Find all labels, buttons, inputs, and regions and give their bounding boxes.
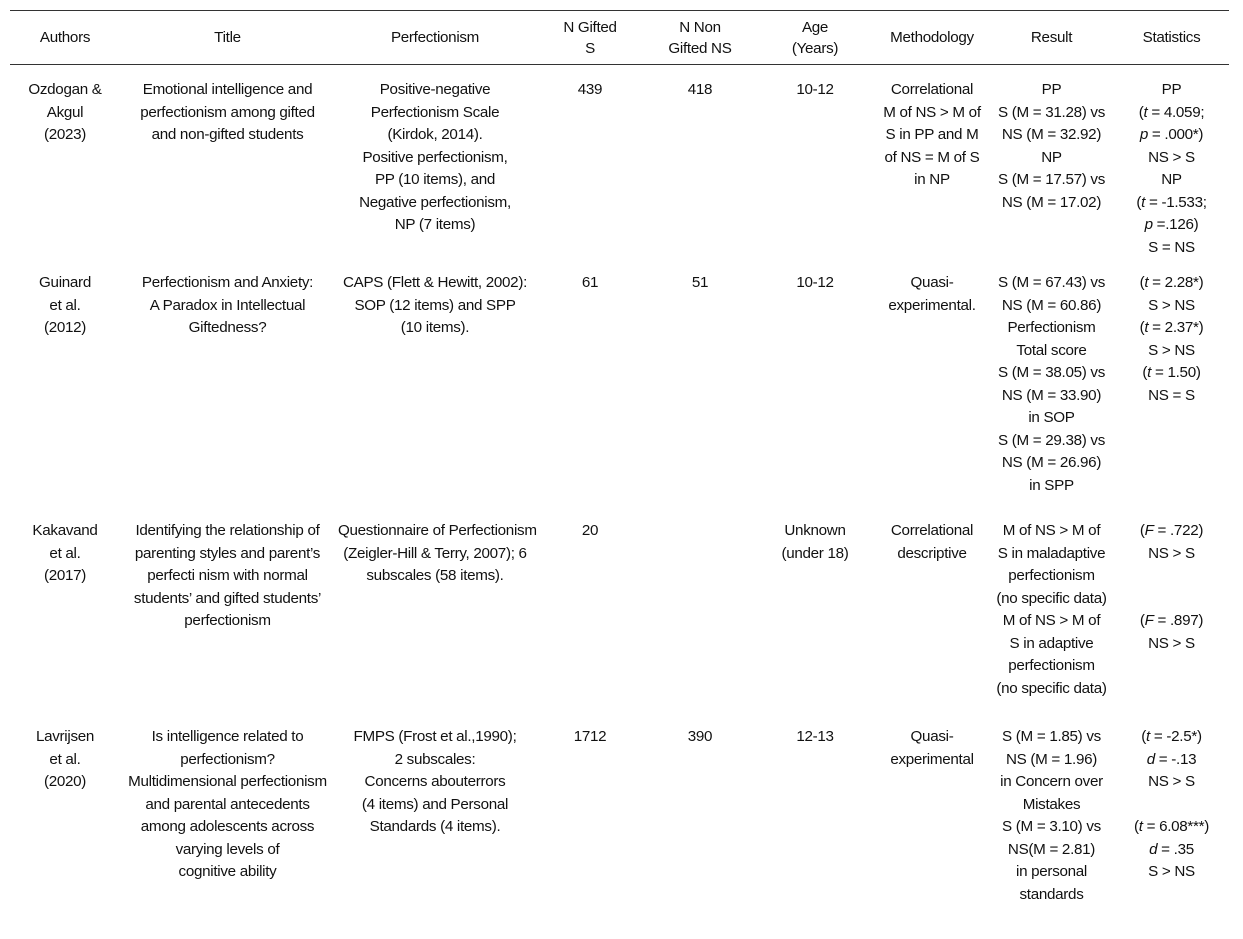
result-line: S (M = 31.28) vs <box>997 103 1106 121</box>
header-n-gifted-line: S <box>585 39 595 57</box>
result-line: NS (M = 1.96) <box>1005 750 1098 768</box>
header-n-non-gifted <box>645 11 755 65</box>
authors-line: Kakavand <box>32 522 98 539</box>
stat-line: (t = 2.37*) <box>1139 319 1204 336</box>
stat-symbol: t <box>1138 818 1143 835</box>
result-line: S (M = 29.38) vs <box>997 431 1106 449</box>
title-line: A Paradox in Intellectual <box>149 296 306 314</box>
stat-value: = .897) <box>1153 612 1204 629</box>
authors-line: (2023) <box>43 126 87 143</box>
stat-line: (F = .722) <box>1139 522 1204 539</box>
age-line: Unknown <box>784 522 846 539</box>
result-line: perfectionism <box>1008 657 1095 674</box>
result-line: S (M = 38.05) vs <box>997 364 1106 381</box>
title-line: and non-gifted students <box>151 126 304 143</box>
stat-line: (t = 1.50) <box>1142 364 1201 381</box>
stat-comparison: S > NS <box>1148 296 1195 314</box>
title-line: parenting styles and parent’s <box>134 544 321 562</box>
perfectionism-line: PP (10 items), and <box>374 171 496 188</box>
cell-result <box>989 272 1114 520</box>
authors-line: Guinard <box>39 274 91 291</box>
age-line: 12-13 <box>796 728 834 745</box>
methodology-line: S in PP and M <box>885 126 979 143</box>
stat-symbol: d <box>1146 750 1155 768</box>
methodology-line: of NS = M of S <box>884 148 980 166</box>
authors-line: (2017) <box>43 567 87 584</box>
result-line: Perfectionism <box>1007 319 1096 336</box>
perfectionism-line: subscales (58 items). <box>366 567 504 584</box>
header-n-non-gifted-line: Gifted NS <box>668 39 732 57</box>
result-line: (no specific data) <box>996 679 1107 697</box>
header-methodology: Methodology <box>890 29 974 46</box>
stat-value: = -2.5*) <box>1149 728 1202 745</box>
result-line: NS (M = 32.92) <box>1001 126 1102 143</box>
stat-line: (t = 2.28*) <box>1139 274 1204 291</box>
header-n-gifted <box>535 11 645 65</box>
header-perfectionism: Perfectionism <box>390 29 480 46</box>
methodology-line: Correlational <box>890 522 974 539</box>
stat-value: = 2.37*) <box>1148 319 1204 336</box>
result-line: NS (M = 26.96) <box>1001 454 1102 471</box>
cell-n-non-gifted: 418 <box>687 81 713 98</box>
perfectionism-line: SOP (12 items) and SPP <box>354 296 516 314</box>
authors-line: et al. <box>49 296 81 314</box>
cell-age <box>755 726 875 932</box>
title-line: Identifying the relationship of <box>135 522 320 539</box>
cell-result <box>989 65 1114 273</box>
header-age <box>755 11 875 65</box>
methodology-line: Quasi- <box>910 274 954 291</box>
spacer <box>1117 794 1226 817</box>
stat-line <box>1117 214 1226 237</box>
perfectionism-line: FMPS (Frost et al.,1990); <box>353 728 517 745</box>
perfectionism-line: Standards (4 items). <box>369 818 501 835</box>
stat-symbol: F <box>1144 522 1154 539</box>
cell-n-gifted: 61 <box>581 274 599 291</box>
result-line: S (M = 17.57) vs <box>997 171 1106 188</box>
cell-perfectionism <box>335 520 535 726</box>
stat-value: = 1.50) <box>1151 364 1201 381</box>
cell-methodology <box>875 520 989 726</box>
methodology-line: in NP <box>914 171 950 188</box>
cell-statistics <box>1114 726 1229 932</box>
result-line: NS (M = 17.02) <box>1001 193 1102 211</box>
stat-line: (t = 6.08***) <box>1133 818 1210 835</box>
title-line: Is intelligence related to <box>151 728 304 745</box>
header-n-gifted-line: N Gifted <box>563 18 617 36</box>
perfectionism-line: Questionnaire of Perfectionism <box>338 522 537 539</box>
stat-line <box>1117 102 1226 125</box>
result-line: in SPP <box>1029 476 1074 494</box>
result-line: Total score <box>1016 341 1087 359</box>
cell-authors <box>10 726 120 932</box>
stat-line: (t = -2.5*) <box>1141 728 1202 745</box>
stat-line: PP <box>1161 81 1182 98</box>
result-line: S (M = 1.85) vs <box>1002 728 1101 745</box>
age-line: (under 18) <box>781 544 849 562</box>
perfectionism-line: (Zeigler-Hill & Terry, 2007); 6 <box>343 544 527 562</box>
cell-methodology <box>875 272 989 520</box>
header-statistics: Statistics <box>1142 29 1201 46</box>
cell-authors <box>10 272 120 520</box>
header-age-line: (Years) <box>791 39 839 57</box>
title-line: Multidimensional perfectionism <box>128 773 327 790</box>
result-line: S (M = 3.10) vs <box>1002 818 1101 835</box>
header-row <box>10 11 1229 65</box>
cell-age <box>755 520 875 726</box>
result-line: perfectionism <box>1008 567 1095 584</box>
title-line: perfecti nism with normal <box>147 567 308 584</box>
authors-line: Lavrijsen <box>35 728 95 745</box>
age-line: 10-12 <box>796 274 834 291</box>
cell-result <box>989 726 1114 932</box>
title-line: students’ and gifted students’ <box>133 589 322 607</box>
authors-line: Ozdogan & <box>28 81 102 98</box>
stat-value: = -1.533; <box>1145 193 1207 211</box>
stat-comparison: S = NS <box>1148 238 1195 256</box>
table-row <box>10 520 1229 726</box>
perfectionism-line: Positive-negative <box>379 81 491 98</box>
authors-line: (2012) <box>43 319 87 336</box>
title-line: Giftedness? <box>188 319 267 336</box>
stat-comparison: S > NS <box>1148 341 1195 359</box>
title-line: among adolescents across <box>140 818 315 835</box>
stat-value: = .35 <box>1157 840 1194 858</box>
age-line: 10-12 <box>796 81 834 98</box>
result-line: S in maladaptive <box>997 544 1106 562</box>
cell-n-gifted: 439 <box>577 81 603 98</box>
result-line: in Concern over <box>1000 773 1103 790</box>
perfectionism-line: Negative perfectionism, <box>359 193 511 211</box>
cell-title <box>120 726 335 932</box>
title-line: perfectionism <box>184 612 271 629</box>
title-line: Emotional intelligence and <box>142 81 313 98</box>
table-row <box>10 65 1229 273</box>
stat-paren: ( <box>1138 103 1144 121</box>
cell-title <box>120 520 335 726</box>
perfectionism-line: NP (7 items) <box>394 216 476 233</box>
result-line: (no specific data) <box>996 589 1107 607</box>
perfectionism-line: Concerns abouterrors <box>364 773 506 790</box>
perfectionism-line: CAPS (Flett & Hewitt, 2002): <box>342 274 528 291</box>
cell-perfectionism <box>335 272 535 520</box>
perfectionism-line: Positive perfectionism, <box>362 148 508 166</box>
stat-symbol: t <box>1143 103 1148 121</box>
cell-n-gifted: 1712 <box>573 728 607 745</box>
stat-line: NP <box>1161 171 1182 188</box>
cell-perfectionism <box>335 726 535 932</box>
cell-age <box>755 272 875 520</box>
stat-paren: ( <box>1136 193 1142 211</box>
methodology-line: M of NS > M of <box>883 103 981 121</box>
cell-perfectionism <box>335 65 535 273</box>
title-line: and parental antecedents <box>145 795 310 813</box>
result-line: S in adaptive <box>1009 634 1094 652</box>
spacer <box>1117 588 1226 611</box>
stat-line: (F = .897) <box>1139 612 1204 629</box>
stat-symbol: t <box>1141 193 1146 211</box>
header-authors: Authors <box>39 29 91 46</box>
stat-value: = -.13 <box>1154 750 1197 768</box>
stat-symbol: t <box>1146 728 1150 745</box>
stat-comparison: NS > S <box>1148 634 1195 652</box>
stat-symbol: F <box>1144 612 1154 629</box>
stat-line <box>1117 124 1226 147</box>
cell-age <box>755 65 875 273</box>
cell-statistics <box>1114 520 1229 726</box>
title-line: varying levels of <box>175 840 280 858</box>
authors-line: (2020) <box>43 773 87 790</box>
cell-title <box>120 272 335 520</box>
cell-statistics <box>1114 272 1229 520</box>
cell-statistics <box>1114 65 1229 273</box>
perfectionism-line: (10 items). <box>400 319 470 336</box>
title-line: Perfectionism and Anxiety: <box>141 274 314 291</box>
cell-authors <box>10 520 120 726</box>
perfectionism-line: (4 items) and Personal <box>361 795 509 813</box>
cell-methodology <box>875 65 989 273</box>
stat-value: = .722) <box>1153 522 1204 539</box>
header-n-non-gifted-line: N Non <box>679 18 721 36</box>
stat-comparison: NS > S <box>1148 148 1195 166</box>
stat-comparison: S > NS <box>1148 863 1195 880</box>
perfectionism-line: Perfectionism Scale <box>370 103 500 121</box>
stat-line <box>1117 192 1226 215</box>
result-line: NS (M = 33.90) <box>1001 386 1102 404</box>
result-line: M of NS > M of <box>1002 612 1101 629</box>
cell-title <box>120 65 335 273</box>
stat-comparison: NS = S <box>1148 386 1195 404</box>
stat-comparison: NS > S <box>1148 773 1195 790</box>
result-line: Mistakes <box>1022 795 1081 813</box>
stat-comparison: NS > S <box>1148 544 1195 562</box>
table-row <box>10 726 1229 932</box>
stat-line <box>1117 749 1226 772</box>
title-line: perfectionism? <box>180 750 275 768</box>
cell-authors <box>10 65 120 273</box>
result-line: in SOP <box>1028 409 1075 426</box>
header-title: Title <box>214 29 241 46</box>
title-line: cognitive ability <box>178 863 277 880</box>
stat-symbol: p <box>1139 126 1148 143</box>
stat-symbol: d <box>1149 840 1158 858</box>
title-line: perfectionism among gifted <box>140 103 315 121</box>
studies-table <box>10 10 1229 932</box>
stat-symbol: p <box>1144 216 1153 233</box>
header-result: Result <box>1030 29 1073 46</box>
methodology-line: descriptive <box>897 544 967 562</box>
methodology-line: Correlational <box>890 81 974 98</box>
result-line: NP <box>1041 148 1062 166</box>
result-line: M of NS > M of <box>1002 522 1101 539</box>
stat-value: = 2.28*) <box>1148 274 1204 291</box>
table-row <box>10 272 1229 520</box>
stat-value: = 4.059; <box>1147 103 1205 121</box>
header-age-line: Age <box>801 18 829 36</box>
result-line: NS (M = 60.86) <box>1001 296 1102 314</box>
cell-methodology <box>875 726 989 932</box>
cell-n-non-gifted <box>645 520 755 726</box>
result-line: PP <box>1041 81 1062 98</box>
stat-symbol: t <box>1144 319 1149 336</box>
authors-line: et al. <box>49 750 81 768</box>
result-line: S (M = 67.43) vs <box>997 274 1106 291</box>
methodology-line: experimental. <box>888 296 976 314</box>
stat-line <box>1117 839 1226 862</box>
stat-value: =.126) <box>1152 216 1199 233</box>
cell-n-gifted: 20 <box>581 522 599 539</box>
stat-value: = .000*) <box>1148 126 1204 143</box>
methodology-line: Quasi- <box>910 728 954 745</box>
cell-n-non-gifted: 51 <box>691 274 709 291</box>
perfectionism-line: 2 subscales: <box>394 750 476 768</box>
stat-symbol: t <box>1144 274 1149 291</box>
result-line: NS(M = 2.81) <box>1007 840 1096 858</box>
perfectionism-line: (Kirdok, 2014). <box>387 126 483 143</box>
authors-line: et al. <box>49 544 81 562</box>
methodology-line: experimental <box>890 750 974 768</box>
cell-n-non-gifted: 390 <box>687 728 713 745</box>
cell-result <box>989 520 1114 726</box>
result-line: in personal <box>1016 863 1087 880</box>
stat-value: = 6.08***) <box>1142 818 1210 835</box>
spacer <box>1117 565 1226 588</box>
stat-symbol: t <box>1147 364 1152 381</box>
result-line: standards <box>1019 885 1084 903</box>
authors-line: Akgul <box>46 103 84 121</box>
